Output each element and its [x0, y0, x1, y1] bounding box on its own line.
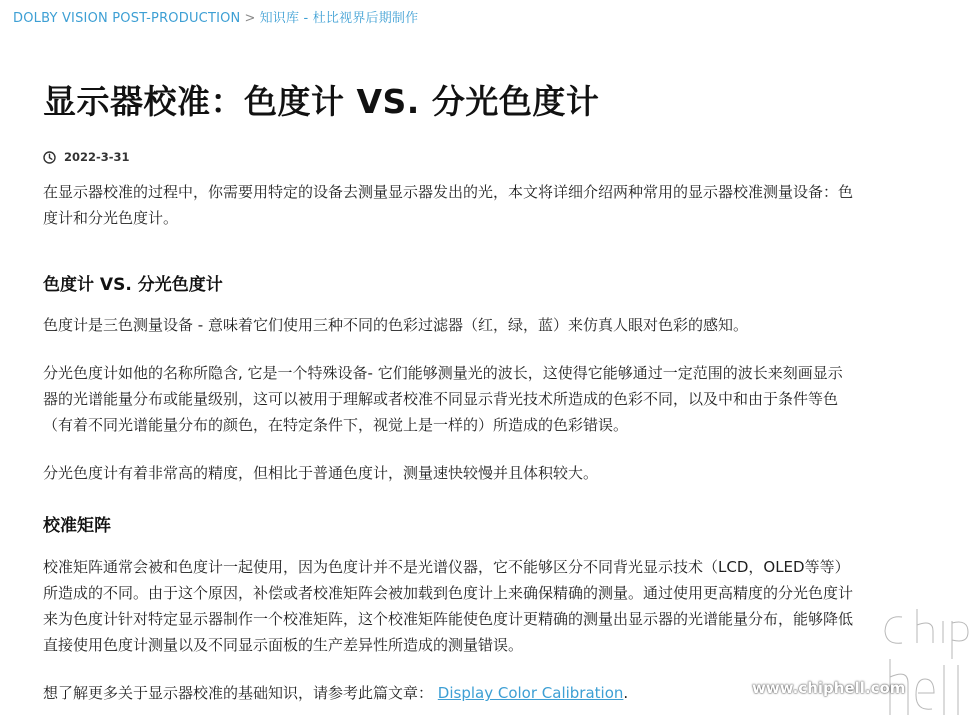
paragraph-line: 所造成的不同。由于这个原因，补偿或者校准矩阵会被加载到色度计上来确保精确的测量。通过使用更高精度的分光色度计	[43, 584, 854, 602]
colorimeter-paragraph: 色度计是三色测量设备 - 意味着它们使用三种不同的色彩过滤器（红，绿，蓝）来仿真人眼对色彩的感知。	[43, 316, 748, 334]
clock-icon	[43, 151, 56, 164]
spectrophotometer-paragraph	[43, 360, 935, 438]
display-color-calibration-link[interactable]: Display Color Calibration	[437, 684, 624, 702]
intro-paragraph	[43, 179, 935, 231]
section-heading-colorimeter-vs-spectro: 色度计 VS. 分光色度计	[43, 275, 223, 295]
learn-more-text: 想了解更多关于显示器校准的基础知识，请参考此篇文章：	[43, 684, 434, 702]
chiphell-watermark	[752, 607, 972, 722]
paragraph-line: 分光色度计如他的名称所隐含, 它是一个特殊设备- 它们能够测量光的波长，这使得它能够通过一定范围的波长来刻画显示	[43, 364, 843, 382]
post-date: 2022-3-31	[64, 150, 130, 164]
intro-line: 度计和分光色度计。	[43, 209, 179, 227]
breadcrumb-separator: >	[244, 11, 256, 26]
spectrophotometer-precision-paragraph: 分光色度计有着非常高的精度，但相比于普通色度计，测量速快较慢并且体积较大。	[43, 464, 599, 482]
paragraph-line: 器的光谱能量分布或能量级别，这可以被用于理解或者校准不同显示背光技术所造成的色彩不同，以及中和由于条件等色	[43, 390, 839, 408]
paragraph-line: 直接使用色度计测量以及不同显示面板的生产差异性所造成的测量错误。	[43, 636, 524, 654]
watermark-url: www.chiphell.com	[752, 679, 906, 697]
breadcrumb-root-link[interactable]: DOLBY VISION POST-PRODUCTION	[13, 11, 241, 26]
page-title: 显示器校准：色度计 VS. 分光色度计	[43, 82, 600, 121]
paragraph-line: 来为色度计针对特定显示器制作一个校准矩阵，这个校准矩阵能使色度计更精确的测量出显示器的光谱能量分布，能够降低	[43, 610, 854, 628]
learn-more-trailing: .	[623, 684, 629, 702]
paragraph-line: 校准矩阵通常会被和色度计一起使用，因为色度计并不是光谱仪器，它不能够区分不同背光显示技术（LCD，OLED等等）	[43, 558, 850, 576]
breadcrumb	[13, 7, 418, 26]
intro-line: 在显示器校准的过程中，你需要用特定的设备去测量显示器发出的光，本文将详细介绍两种常用的显示器校准测量设备：色	[43, 183, 854, 201]
post-meta	[43, 149, 935, 165]
section-heading-calibration-matrix: 校准矩阵	[43, 516, 111, 536]
breadcrumb-current-link[interactable]: 知识库 - 杜比视界后期制作	[259, 11, 419, 26]
chiphell-logo	[752, 607, 972, 722]
paragraph-line: （有着不同光谱能量分布的颜色，在特定条件下，视觉上是一样的）所造成的色彩错误。	[43, 416, 629, 434]
